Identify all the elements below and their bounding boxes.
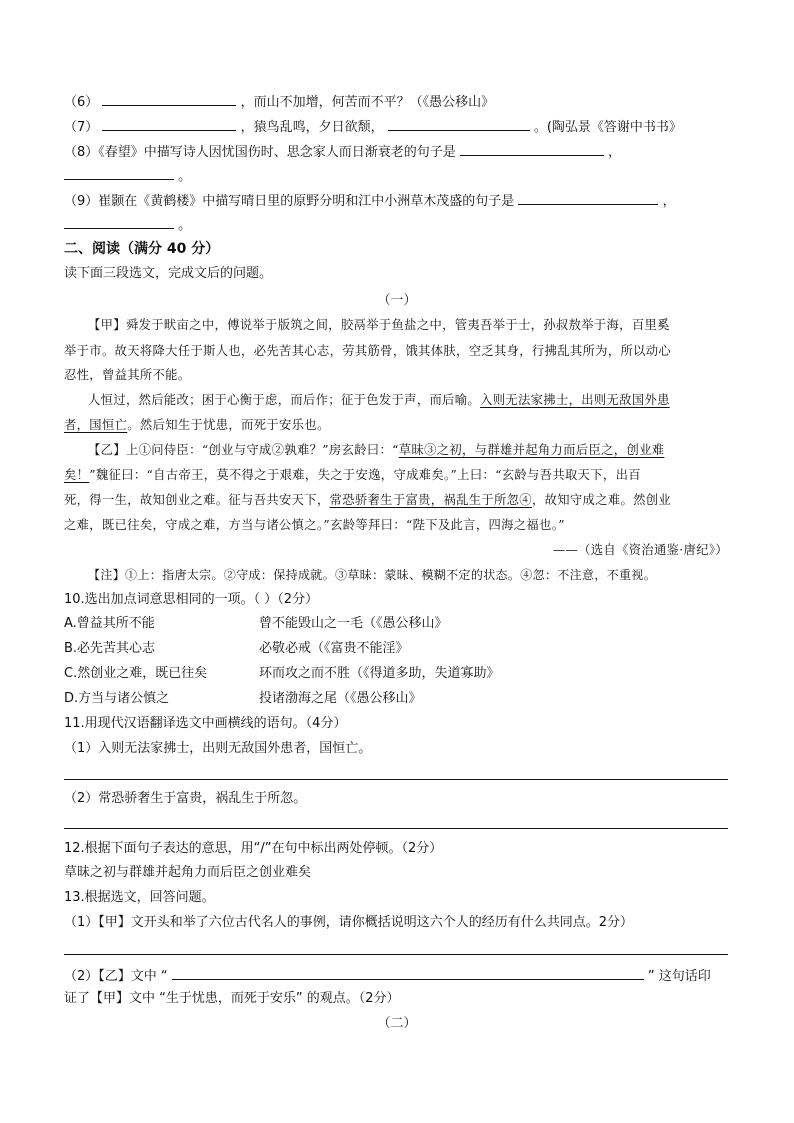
q7-text-after: 。(陶弘景《答谢中书书》	[533, 120, 682, 135]
question-9	[64, 190, 676, 211]
part-1-label: （一）	[377, 293, 417, 308]
question-11-sub-1: （1）入则无法家拂士，出则无敌国外患者，国恒亡。	[64, 741, 372, 756]
q9-text: （9）崔颢在《黄鹤楼》中描写晴日里的原野分明和江中小洲草木茂盛的句子是	[64, 194, 515, 209]
q8-blank-2[interactable]	[64, 165, 174, 180]
passage-yi-line-3	[64, 491, 671, 509]
question-7	[64, 116, 682, 137]
q13-sub-2-prefix: （2）【乙】文中 “	[64, 969, 168, 984]
q7-number: （7）	[64, 120, 99, 135]
passage-yi-text-3b: ，故知守成之难。然创业	[531, 493, 672, 507]
underlined-sentence-1: 入则无法家拂士，出则无敌国外患	[480, 393, 670, 407]
question-13-stem: 13.根据选文，回答问题。	[64, 890, 215, 905]
question-11-sub-2: （2）常恐骄奢生于富贵，祸乱生于所忽。	[64, 791, 307, 806]
q10-option-c-right: 环而攻之而不胜（《得道多助，失道寡助》	[259, 666, 500, 681]
underlined-sentence-2: 常恐骄奢生于富贵，祸乱生于所忽④	[329, 493, 532, 507]
q10-option-d-left: D.方当与诸公慎之	[64, 691, 170, 706]
q10-option-b[interactable]	[64, 640, 728, 658]
passage-jia-text-end: 。然后知生于忧患，而死于安乐也。	[127, 418, 330, 432]
underlined-sentence-yi-1: 草昧③之初，与群雄并起角力而后臣之，创业难	[398, 443, 665, 457]
answer-line-11-2[interactable]	[64, 828, 728, 829]
q8-blank-1[interactable]	[460, 141, 604, 156]
q7-blank-2[interactable]	[388, 116, 530, 131]
passage-jia-line-3: 忍性，曾益其所不能。	[64, 368, 191, 382]
question-9-line2	[64, 214, 191, 235]
q8-comma: ，	[608, 145, 622, 160]
passage-jia-text: 人恒过，然后能改；困于心衡于虑，而后作；征于色发于声，而后喻。	[88, 393, 481, 407]
question-13-sub-2	[64, 965, 711, 986]
q13-sub-2-suffix: ” 这句话印	[647, 969, 711, 984]
question-12-sentence[interactable]: 草昧之初与群雄并起角力而后臣之创业难矣	[64, 865, 312, 880]
section-2-title: 二、阅读（满分 40 分）	[64, 241, 220, 257]
q10-option-b-right: 必敬必戒（《富贵不能淫》	[259, 641, 409, 656]
passage-jia-line-2: 举于市。故天将降大任于斯人也，必先苦其心志，劳其筋骨，饿其体肤，空乏其身，行拂乱其所为，所以动心	[64, 344, 672, 358]
section-2-instruction: 读下面三段选文，完成文后的问题。	[64, 266, 273, 281]
q6-text: ，而山不加增，何苦而不平？（《愚公移山》	[240, 95, 495, 110]
q7-text-mid: ，猿鸟乱鸣，夕日欲颓，	[240, 120, 384, 135]
q9-blank-2[interactable]	[64, 214, 174, 229]
passage-jia-line-4	[88, 391, 670, 409]
question-8-line2	[64, 165, 191, 186]
q10-option-a-left: A.曾益其所不能	[64, 616, 155, 631]
question-13-sub-2-line2: 证了【甲】文中 “生于忧患，而死于安乐” 的观点。（2分）	[64, 991, 400, 1006]
q13-blank[interactable]	[172, 965, 644, 980]
q10-option-a-right: 曾不能毁山之一毛（《愚公移山》	[259, 616, 448, 631]
answer-line-11-1[interactable]	[64, 779, 728, 780]
q8-end: 。	[178, 169, 192, 184]
question-13-sub-1: （1）【甲】文开头和举了六位古代名人的事例，请你概括说明这六个人的经历有什么共同点。2分）	[64, 915, 634, 930]
passage-source: ——（选自《资治通鉴·唐纪》）	[552, 543, 728, 557]
q7-blank-1[interactable]	[102, 116, 236, 131]
question-10-stem: 10.选出加点词意思相同的一项。（ ）（2分）	[64, 592, 319, 607]
q8-text: （8）《春望》中描写诗人因忧国伤时、思念家人而日渐衰老的句子是	[64, 145, 456, 160]
passage-yi-text-2: ”魏征曰：“自古帝王，莫不得之于艰难，失之于安逸，守成难矣。”上曰：“玄龄与吾共取天下，出百	[89, 468, 641, 482]
underlined-sentence-1-end: 者，国恒亡	[64, 418, 128, 432]
q9-comma: ，	[662, 194, 676, 209]
q10-option-d-right: 投诸渤海之尾（《愚公移山》	[259, 691, 422, 706]
q10-option-c-left: C.然创业之难，既已往矣	[64, 666, 208, 681]
q10-option-d[interactable]	[64, 690, 728, 708]
passage-yi-line-1	[88, 441, 664, 459]
passage-yi-text-3: 死，得一生，故知创业之难。征与吾共安天下，	[64, 493, 330, 507]
part-2-label: （二）	[377, 1016, 417, 1031]
question-12-stem: 12.根据下面句子表达的意思，用“/”在句中标出两处停顿。（2分）	[64, 841, 443, 856]
q6-number: （6）	[64, 95, 99, 110]
passage-jia-line-5	[64, 416, 330, 434]
question-11-stem: 11.用现代汉语翻译选文中画横线的语句。（4分）	[64, 716, 347, 731]
passage-yi-line-2	[64, 466, 641, 484]
q10-option-c[interactable]	[64, 665, 728, 683]
q6-blank[interactable]	[102, 91, 236, 106]
passage-yi-line-4: 之难，既已往矣，守成之难，方当与诸公慎之。”玄龄等拜曰：“陛下及此言，四海之福也。”	[64, 518, 565, 532]
q9-end: 。	[178, 218, 192, 233]
q10-option-a[interactable]	[64, 615, 728, 633]
passage-jia-line-1: 【甲】舜发于畎亩之中，傅说举于版筑之间，胶鬲举于鱼盐之中，管夷吾举于士，孙叔敖举于海，百里奚	[88, 318, 670, 332]
q10-option-b-left: B.必先苦其心志	[64, 641, 156, 656]
passage-notes: 【注】①上：指唐太宗。②守成：保持成就。③草昧：蒙昧、模糊不定的状态。④忽：不注意，不重视。	[88, 568, 657, 582]
passage-yi-text-1: 【乙】上①问侍臣：“创业与守成②孰难？”房玄龄曰：“	[88, 443, 399, 457]
question-6	[64, 91, 494, 112]
question-8	[64, 141, 621, 162]
answer-line-13-1[interactable]	[64, 954, 728, 955]
underlined-sentence-yi-1-end: 矣！	[64, 468, 90, 482]
q9-blank-1[interactable]	[518, 190, 658, 205]
